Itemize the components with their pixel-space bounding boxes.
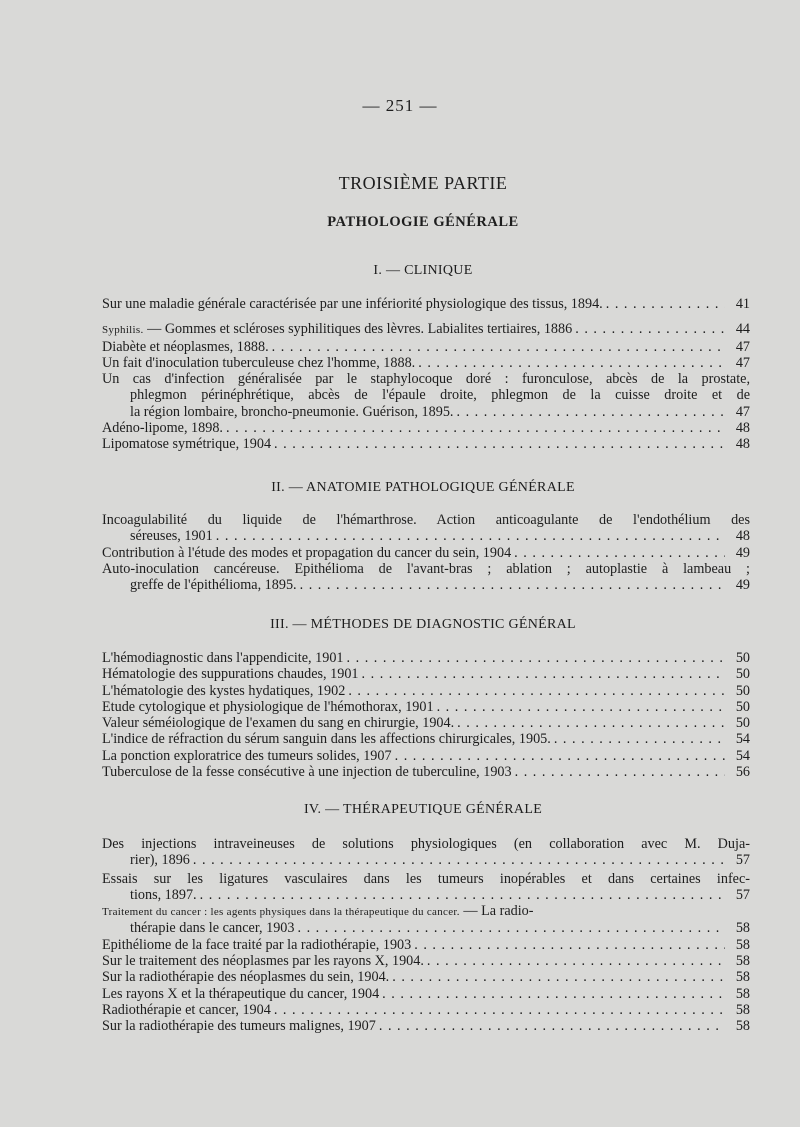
entry-page: 47	[735, 338, 750, 355]
entry-text: Sur une maladie générale caractérisée par une infériorité physiologique des tissus, 1894.	[102, 296, 603, 312]
entry-page: 48	[735, 420, 750, 437]
entry-text: Hématologie des suppurations chaudes, 1901	[102, 666, 359, 683]
entry-text: Un fait d'inoculation tuberculeuse chez l'homme, 1888.	[102, 354, 416, 371]
entry-text: Les rayons X et la thérapeutique du cancer, 1904	[102, 985, 380, 1002]
toc-entry	[102, 683, 750, 699]
toc-entry	[102, 371, 750, 420]
subsection-entries	[102, 512, 750, 593]
entry-text: La ponction exploratrice des tumeurs solides, 1907	[102, 747, 392, 764]
entry-text: Lipomatose symétrique, 1904	[102, 436, 272, 453]
toc-entry	[102, 420, 750, 436]
toc-entry	[102, 699, 750, 715]
entry-text: thérapie dans le cancer, 1903	[130, 920, 295, 937]
toc-entry	[102, 561, 750, 594]
toc-entry	[102, 1002, 750, 1018]
toc-entry	[102, 836, 750, 869]
page-number: — 251 —	[362, 96, 438, 115]
toc-entry	[102, 764, 750, 780]
entry-page: 50	[735, 650, 750, 666]
entry-page: 58	[735, 953, 750, 970]
entry-text: Diabète et néoplasmes, 1888.	[102, 338, 269, 355]
entry-page: 58	[735, 1018, 750, 1035]
entry-text: Sur la radiothérapie des tumeurs malignes, 1907	[102, 1018, 376, 1035]
entry-text: Auto-inoculation cancéreuse. Epithélioma de l'avant-bras ; ablation ; autoplastie à lambeau ;	[102, 560, 750, 577]
toc-entry	[102, 953, 750, 969]
entry-page: 58	[735, 936, 750, 953]
entry-text: — Gommes et scléroses syphilitiques des lèvres. Labialites tertiaires, 1886	[143, 321, 573, 338]
toc-entry	[102, 545, 750, 561]
entry-text: Essais sur les ligatures vasculaires dans les tumeurs inopérables et dans certaines infec-	[102, 870, 750, 887]
subsection-title: III. — MÉTHODES DE DIAGNOSTIC GÉNÉRAL	[270, 617, 576, 632]
entry-text: L'indice de réfraction du sérum sanguin dans les affections chirurgicales, 1905.	[102, 731, 551, 748]
entry-text: Incoagulabilité du liquide de l'hémarthrose. Action anticoagulante de l'endothélium des	[102, 512, 750, 528]
entry-text: Radiothérapie et cancer, 1904	[102, 1001, 271, 1018]
entry-page: 47	[735, 354, 750, 371]
toc-entry	[102, 731, 750, 747]
toc-entry	[102, 969, 750, 985]
entry-page: 44	[735, 321, 750, 338]
entry-page: 50	[735, 666, 750, 683]
toc-entry	[102, 650, 750, 666]
entry-lead: Traitement du cancer : les agents physiques dans la thérapeutique du cancer.	[102, 906, 460, 919]
entry-text: L'hémodiagnostic dans l'appendicite, 1901	[102, 650, 344, 666]
toc-entry	[102, 666, 750, 682]
subsection-title: I. — CLINIQUE	[373, 263, 473, 278]
subsection-title: II. — ANATOMIE PATHOLOGIQUE GÉNÉRALE	[271, 480, 575, 495]
subsection-entries	[102, 650, 750, 780]
part-title: TROISIÈME PARTIE	[338, 173, 508, 193]
entry-page: 49	[735, 544, 750, 561]
entry-page: 56	[735, 764, 750, 781]
entry-text: — La radio-	[459, 903, 534, 920]
entry-page: 47	[735, 403, 750, 420]
subsection-title: IV. — THÉRAPEUTIQUE GÉNÉRALE	[303, 802, 543, 817]
entry-text: tions, 1897.	[130, 886, 197, 903]
toc-entry	[102, 715, 750, 731]
toc-entry	[102, 1018, 750, 1034]
toc-entry	[102, 748, 750, 764]
entry-text: L'hématologie des kystes hydatiques, 1902	[102, 682, 346, 699]
entry-page: 58	[735, 969, 750, 986]
entry-text: Contribution à l'étude des modes et propagation du cancer du sein, 1904	[102, 544, 512, 561]
entry-page: 48	[735, 436, 750, 453]
entry-page: 50	[735, 715, 750, 732]
entry-text: Des injections intraveineuses de solutions physiologiques (en collaboration avec M. Duja-	[102, 836, 750, 852]
entry-text: Sur la radiothérapie des néoplasmes du sein, 1904.	[102, 969, 390, 986]
toc-entry	[102, 296, 750, 312]
toc-entry	[102, 986, 750, 1002]
toc-entry	[102, 339, 750, 355]
entry-page: 57	[735, 852, 750, 869]
entry-text: la région lombaire, broncho-pneumonie. Guérison, 1895.	[130, 403, 454, 420]
entry-text: Adéno-lipome, 1898.	[102, 420, 223, 437]
entry-text: Sur le traitement des néoplasmes par les rayons X, 1904.	[102, 953, 424, 970]
entry-text: Valeur séméiologique de l'examen du sang en chirurgie, 1904.	[102, 715, 455, 732]
entry-page: 50	[735, 698, 750, 715]
toc-entry	[102, 871, 750, 904]
toc-entry	[102, 321, 750, 338]
entry-page: 54	[735, 747, 750, 764]
entry-text: phlegmon périnéphrétique, abcès de l'épaule droite, phlegmon de la cuisse droite et de	[130, 387, 750, 404]
toc-entry	[102, 903, 750, 937]
entry-page: 50	[735, 682, 750, 699]
toc-entry	[102, 436, 750, 452]
entry-page: 57	[735, 886, 750, 903]
toc-entry	[102, 512, 750, 545]
subsection-entries	[102, 296, 750, 453]
entry-page: 58	[735, 920, 750, 937]
entry-text: Tuberculose de la fesse consécutive à une injection de tuberculine, 1903	[102, 764, 512, 781]
entry-page: 54	[735, 731, 750, 748]
entry-page: 48	[735, 528, 750, 545]
entry-page: 41	[735, 296, 750, 312]
entry-text: Un cas d'infection généralisée par le staphylocoque doré : furonculose, abcès de la prostate,	[102, 371, 750, 388]
entry-text: Etude cytologique et physiologique de l'hémothorax, 1901	[102, 698, 434, 715]
section-title: PATHOLOGIE GÉNÉRALE	[327, 214, 519, 230]
entry-page: 58	[735, 985, 750, 1002]
entry-text: Epithéliome de la face traité par la radiothérapie, 1903	[102, 936, 412, 953]
entry-text: rier), 1896	[130, 852, 190, 869]
entry-page: 58	[735, 1001, 750, 1018]
entry-lead: Syphilis.	[102, 324, 144, 337]
entry-text: séreuses, 1901	[130, 528, 213, 545]
toc-entry	[102, 355, 750, 371]
toc-entry	[102, 937, 750, 953]
entry-text: greffe de l'épithélioma, 1895.	[130, 577, 297, 594]
subsection-entries	[102, 836, 750, 1035]
entry-page: 49	[735, 577, 750, 594]
